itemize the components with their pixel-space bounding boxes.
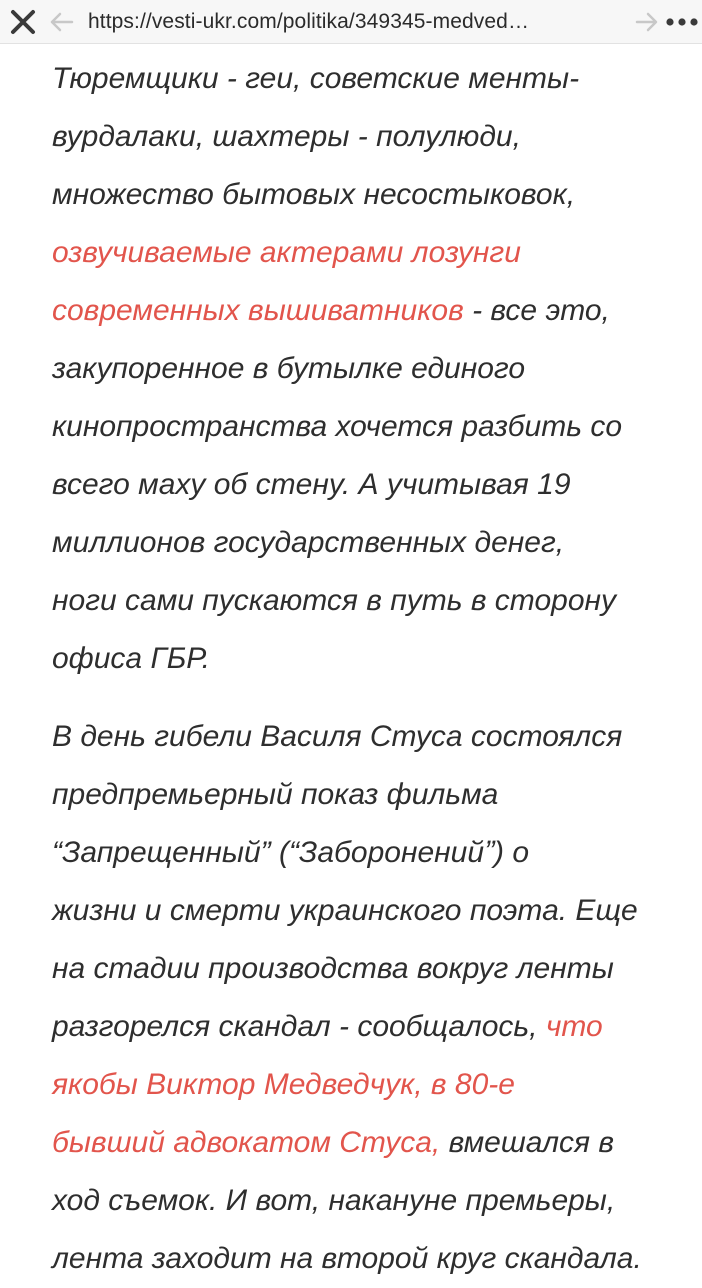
text-line — [52, 1114, 672, 1172]
text-line — [52, 998, 672, 1056]
article-text: жизни и смерти украинского поэта. Еще — [52, 894, 638, 927]
paragraph-1 — [52, 44, 672, 688]
article-text: вурдалаки, шахтеры - полулюди, — [52, 120, 521, 153]
article-text: лента заходит на второй круг скандала. — [52, 1242, 642, 1275]
article-text: множество бытовых несостыковок, — [52, 178, 576, 211]
article-text: офиса ГБР. — [52, 642, 210, 675]
text-line — [52, 340, 672, 398]
text-line — [52, 572, 672, 630]
article-link[interactable]: современных вышиватников — [52, 294, 464, 327]
article-text: Тюремщики - геи, советские менты- — [52, 62, 580, 95]
article-text: - все это, — [463, 294, 610, 327]
text-line — [52, 166, 672, 224]
article-link[interactable]: озвучиваемые актерами лозунги — [52, 236, 521, 269]
article-body — [52, 44, 672, 1288]
text-line — [52, 630, 672, 688]
text-line — [52, 514, 672, 572]
back-button[interactable] — [46, 8, 76, 36]
forward-button[interactable] — [634, 8, 660, 36]
close-button[interactable] — [6, 5, 40, 39]
article-text: кинопространства хочется разбить со — [52, 410, 623, 443]
text-line — [52, 1056, 672, 1114]
text-line — [52, 456, 672, 514]
article-text: “Запрещенный” (“Забороненийˮ) о — [52, 836, 530, 869]
back-arrow-icon — [48, 11, 74, 33]
text-line — [52, 282, 672, 340]
article-text: на стадии производства вокруг ленты — [52, 952, 614, 985]
text-line — [52, 766, 672, 824]
text-line — [52, 1172, 672, 1230]
article-link[interactable]: якобы Виктор Медведчук, в 80-е — [52, 1068, 515, 1101]
text-line — [52, 882, 672, 940]
more-button[interactable] — [664, 8, 700, 36]
browser-toolbar — [0, 0, 702, 44]
article-text: В день гибели Василя Стуса состоялся — [52, 720, 623, 753]
text-line — [52, 224, 672, 282]
address-bar[interactable] — [88, 0, 628, 44]
more-dots-icon — [665, 17, 699, 27]
text-line — [52, 108, 672, 166]
text-line — [52, 50, 672, 108]
article-text: ноги сами пускаются в путь в сторону — [52, 584, 617, 617]
text-line — [52, 824, 672, 882]
article-text: закупоренное в бутылке единого — [52, 352, 526, 385]
close-icon — [10, 9, 36, 35]
article-text: всего маху об стену. А учитывая 19 — [52, 468, 571, 501]
article-text: разгорелся скандал - сообщалось, — [52, 1010, 546, 1043]
url-text: https://vesti-ukr.com/politika/349345-medved… — [88, 10, 530, 33]
article-link[interactable]: бывший адвокатом Стуса, — [52, 1126, 441, 1159]
article-text: ход съемок. И вот, накануне премьеры, — [52, 1184, 616, 1217]
article-text: предпремьерный показ фильма — [52, 778, 499, 811]
article-link[interactable]: что — [545, 1010, 603, 1043]
paragraph-2 — [52, 708, 672, 1288]
article-text: вмешался в — [440, 1126, 615, 1159]
text-line — [52, 708, 672, 766]
forward-arrow-icon — [635, 11, 659, 33]
text-line — [52, 398, 672, 456]
text-line — [52, 940, 672, 998]
article-text: миллионов государственных денег, — [52, 526, 565, 559]
text-line — [52, 1230, 672, 1288]
